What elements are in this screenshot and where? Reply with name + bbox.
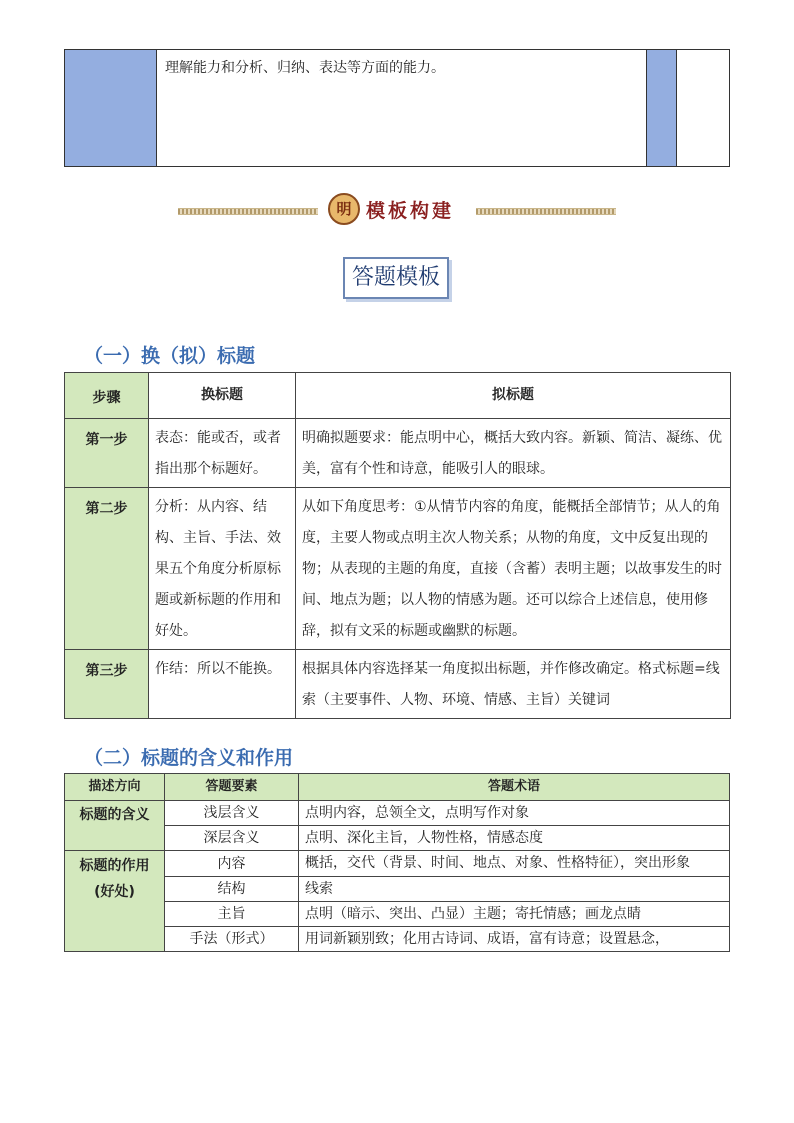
header-element: 答题要素 (165, 774, 299, 801)
table-row (65, 902, 730, 927)
section-banner (178, 190, 616, 230)
table-header-row (65, 774, 730, 801)
section2-heading: （二）标题的含义和作用 (84, 747, 294, 769)
step-label: 第三步 (65, 650, 149, 719)
term-cell: 点明内容，总领全文，点明写作对象 (299, 801, 730, 826)
change-title-cell: 表态：能或否，或者指出那个标题好。 (149, 419, 296, 488)
title-steps-table (64, 372, 731, 719)
draft-title-cell: 根据具体内容选择某一角度拟出标题，并作修改确定。格式标题=线索（主要事件、人物、环境、情感、主旨）关键词 (296, 650, 731, 719)
header-change-title: 换标题 (149, 373, 296, 419)
term-cell: 线索 (299, 877, 730, 902)
banner-title: 模板构建 (366, 200, 455, 222)
group-label-function-line2: (好处) (94, 884, 135, 900)
element-cell: 浅层含义 (165, 801, 299, 826)
draft-title-cell: 从如下角度思考：①从情节内容的角度，能概括全部情节；从人的角度，主要人物或点明主次人物关系；从物的角度，文中反复出现的物；从表现的主题的角度，直接（含蓄）表明主题；以故事发生的时间、地点为题；以人物的情感为题。还可以综合上述信息，使用修辞，拟有文采的标题或幽默的标题。 (296, 488, 731, 650)
element-cell: 手法（形式） (165, 927, 299, 952)
element-cell: 结构 (165, 877, 299, 902)
table-header-row (65, 373, 731, 419)
top-table (64, 49, 730, 167)
term-cell: 点明（暗示、突出、凸显）主题；寄托情感；画龙点睛 (299, 902, 730, 927)
banner-badge: 明 (328, 193, 360, 225)
group-label-meaning: 标题的含义 (65, 801, 165, 851)
step-label: 第一步 (65, 419, 149, 488)
top-table-text: 理解能力和分析、归纳、表达等方面的能力。 (157, 50, 647, 167)
element-cell: 深层含义 (165, 826, 299, 851)
term-cell: 点明、深化主旨，人物性格，情感态度 (299, 826, 730, 851)
table-row (65, 826, 730, 851)
table-row (65, 419, 731, 488)
change-title-cell: 作结：所以不能换。 (149, 650, 296, 719)
element-cell: 主旨 (165, 902, 299, 927)
template-title-box: 答题模板 (343, 257, 449, 299)
change-title-cell: 分析：从内容、结构、主旨、手法、效果五个角度分析原标题或新标题的作用和好处。 (149, 488, 296, 650)
draft-title-cell: 明确拟题要求：能点明中心，概括大致内容。新颖、简洁、凝练、优美，富有个性和诗意，能吸引人的眼球。 (296, 419, 731, 488)
top-table-blue-cell (647, 50, 677, 167)
table-row (65, 877, 730, 902)
header-step: 步骤 (65, 373, 149, 419)
table-row (65, 927, 730, 952)
table-row (65, 650, 731, 719)
header-draft-title: 拟标题 (296, 373, 731, 419)
top-table-right-cell (677, 50, 730, 167)
element-cell: 内容 (165, 851, 299, 877)
table-row (65, 801, 730, 826)
top-table-left-cell (65, 50, 157, 167)
title-meaning-table (64, 773, 730, 952)
section1-heading: （一）换（拟）标题 (84, 345, 256, 367)
step-label: 第二步 (65, 488, 149, 650)
term-cell: 概括，交代（背景、时间、地点、对象、性格特征），突出形象 (299, 851, 730, 877)
group-label-function (65, 851, 165, 952)
table-row (65, 851, 730, 877)
header-term: 答题术语 (299, 774, 730, 801)
table-row (65, 488, 731, 650)
banner-left-rule (178, 208, 318, 215)
header-direction: 描述方向 (65, 774, 165, 801)
group-label-function-line1: 标题的作用 (79, 858, 150, 874)
banner-right-rule (476, 208, 616, 215)
term-cell: 用词新颖别致；化用古诗词、成语，富有诗意；设置悬念， (299, 927, 730, 952)
